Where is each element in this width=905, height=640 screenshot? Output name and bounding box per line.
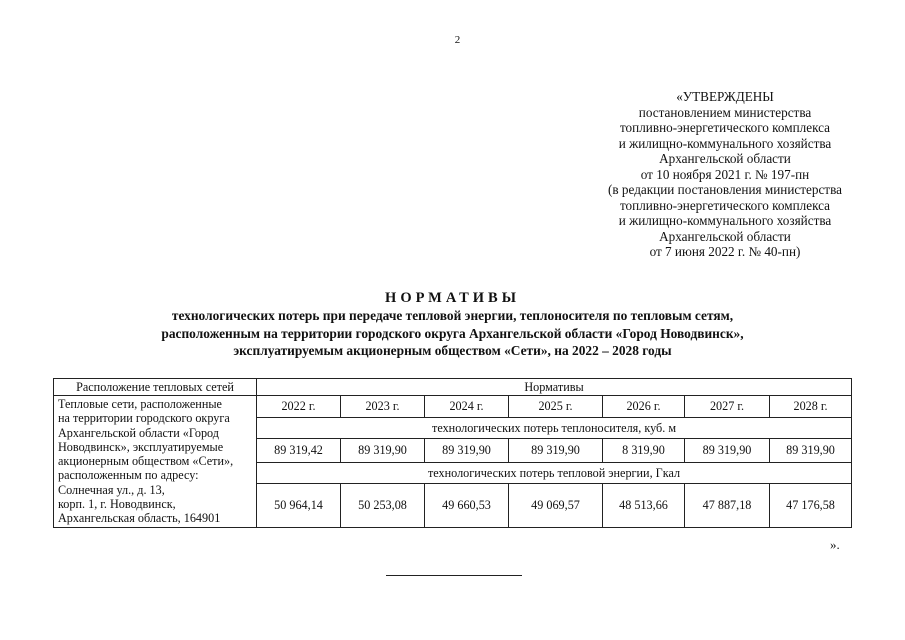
location-line: на территории городского округа bbox=[58, 411, 230, 426]
heat-value-cell: 48 513,66 bbox=[603, 483, 685, 527]
approval-line: Архангельской области bbox=[659, 151, 791, 166]
location-line: корп. 1, г. Новодвинск, bbox=[58, 497, 176, 512]
coolant-value-cell: 8 319,90 bbox=[603, 438, 685, 463]
location-line: акционерным обществом «Сети», bbox=[58, 454, 234, 469]
year-header-cell: 2022 г. bbox=[257, 396, 341, 418]
closing-quote-mark: ». bbox=[830, 537, 840, 552]
approval-line: (в редакции постановления министерства bbox=[608, 182, 842, 197]
location-header-cell: Расположение тепловых сетей bbox=[54, 379, 257, 396]
coolant-losses-label: технологических потерь теплоносителя, куб. м bbox=[257, 418, 852, 438]
title-line: расположенным на территории городского округа Архангельской области «Город Новодвинск», bbox=[161, 325, 744, 341]
location-line: Солнечная ул., д. 13, bbox=[58, 482, 165, 497]
coolant-value-cell: 89 319,42 bbox=[257, 438, 341, 463]
location-line: Архангельская область, 164901 bbox=[58, 511, 221, 526]
norms-header-cell: Нормативы bbox=[257, 379, 852, 396]
approval-line: постановлением министерства bbox=[638, 104, 812, 120]
heat-value-cell: 47 176,58 bbox=[770, 483, 852, 527]
approval-line: «УТВЕРЖДЕНЫ bbox=[676, 89, 774, 104]
page-number: 2 bbox=[454, 34, 461, 46]
heat-value-cell: 49 660,53 bbox=[425, 483, 509, 527]
approval-line: от 10 ноября 2021 г. № 197-пн bbox=[640, 166, 810, 182]
coolant-value-cell: 89 319,90 bbox=[509, 438, 603, 463]
year-header-cell: 2024 г. bbox=[425, 396, 509, 418]
approval-line: и жилищно-коммунального хозяйства bbox=[618, 213, 832, 228]
approval-line: и жилищно-коммунального хозяйства bbox=[618, 135, 832, 151]
location-line: Тепловые сети, расположенные bbox=[58, 397, 222, 411]
year-header-cell: 2023 г. bbox=[341, 396, 425, 418]
location-cell bbox=[54, 396, 257, 528]
location-line: Архангельской области «Город bbox=[58, 425, 220, 440]
title-line: эксплуатируемым акционерным обществом «Сети», на 2022 – 2028 годы bbox=[233, 343, 672, 358]
year-header-cell: 2026 г. bbox=[603, 396, 685, 418]
coolant-value-cell: 89 319,90 bbox=[770, 438, 852, 463]
heat-value-cell: 49 069,57 bbox=[509, 483, 603, 527]
approval-line: топливно-энергетического комплекса bbox=[619, 197, 831, 213]
approval-line: Архангельской области bbox=[659, 228, 791, 244]
year-header-cell: 2028 г. bbox=[770, 396, 852, 418]
norms-table bbox=[53, 378, 852, 528]
approval-block bbox=[560, 89, 890, 260]
heat-losses-label: технологических потерь тепловой энергии, Гкал bbox=[257, 463, 852, 483]
year-header-cell: 2027 г. bbox=[685, 396, 770, 418]
coolant-value-cell: 89 319,90 bbox=[685, 438, 770, 463]
location-line: расположенным по адресу: bbox=[58, 468, 199, 483]
approval-line: от 7 июня 2022 г. № 40-пн) bbox=[649, 244, 801, 259]
heat-value-cell: 50 253,08 bbox=[341, 483, 425, 527]
footer-divider bbox=[386, 575, 522, 576]
title-heading: НОРМАТИВЫ bbox=[385, 290, 520, 306]
approval-line: топливно-энергетического комплекса bbox=[619, 120, 831, 135]
location-line: Новодвинск», эксплуатируемые bbox=[58, 439, 224, 454]
coolant-value-cell: 89 319,90 bbox=[425, 438, 509, 463]
coolant-value-cell: 89 319,90 bbox=[341, 438, 425, 463]
title-line: технологических потерь при передаче тепловой энергии, теплоносителя по тепловым сетям, bbox=[171, 308, 734, 323]
document-title bbox=[0, 289, 905, 360]
heat-value-cell: 47 887,18 bbox=[685, 483, 770, 527]
year-header-cell: 2025 г. bbox=[509, 396, 603, 418]
heat-value-cell: 50 964,14 bbox=[257, 483, 341, 527]
